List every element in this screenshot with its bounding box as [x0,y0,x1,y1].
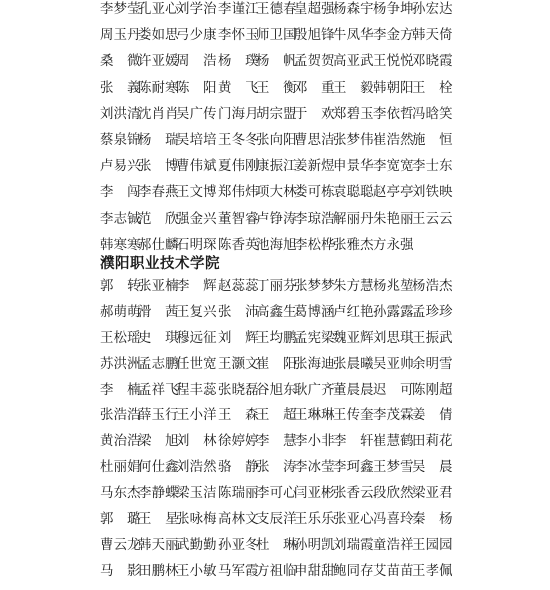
person-name: 董晨晨 [333,382,374,398]
person-name: 娄可栋 [294,185,335,201]
person-name: 石明琛 [176,237,217,253]
name-row [0,206,550,232]
person-name: 李琼浩 [294,211,335,227]
person-name: 张亚心 [333,512,374,528]
person-name: 马军霞 [218,563,259,579]
person-name: 李梦莹 [100,2,141,17]
person-name: 孟贺贺 [294,54,335,70]
person-name: 王梦雪 [373,460,414,476]
person-name: 郝仕麟 [138,237,179,253]
person-name: 李小非 [294,434,335,450]
person-name: 葛博涵 [294,304,335,320]
person-name: 支辰洋 [256,512,297,528]
name-row [0,101,550,127]
person-name: 魏亚辉 [333,330,374,346]
person-name: 张晓磊 [218,382,259,398]
person-name: 李 楠 [100,382,141,398]
person-name: 王园园 [412,537,453,553]
person-name: 卢易兴 [100,159,141,175]
person-name: 王琳琳 [294,408,335,424]
person-name: 孟志鹏 [138,356,179,372]
person-name: 李谨江 [218,2,259,17]
person-name: 孙明凯 [294,537,335,553]
person-name: 杨 瑞 [138,132,179,148]
name-row [0,273,550,299]
person-name: 王灏文 [218,356,259,372]
person-name: 孙宏达 [412,2,453,17]
person-name: 秦 杨 [412,512,453,528]
person-name: 邓晓霞 [412,54,453,70]
person-name: 李 辉 [176,279,217,294]
person-name: 张亚楠 [138,279,179,294]
person-name: 师卫国 [256,28,297,44]
person-name: 陈 阳 [176,80,217,96]
section-heading: 濮阳职业技术学院 [100,256,220,272]
person-name: 冯喜玲 [373,512,414,528]
name-row [0,299,550,325]
person-name: 李 轩 [333,434,374,450]
person-name: 张梦梦 [294,279,335,294]
person-name: 李依哲 [373,106,414,122]
person-name: 牛凤华 [333,28,374,44]
name-row [0,75,550,101]
person-name: 张香云 [333,486,374,502]
name-row [0,428,550,454]
person-name: 孟宪梁 [294,330,335,346]
person-name: 王 栓 [412,80,453,96]
person-name: 王文博 [176,185,217,201]
person-name: 崔 阳 [256,356,297,372]
person-name: 郭 转 [100,279,141,294]
person-name: 李春燕 [138,185,179,201]
name-row [0,325,550,351]
person-name: 吴亚帅 [373,356,414,372]
person-name: 池海旭 [256,237,297,253]
name-row [0,480,550,506]
person-name: 高鑫生 [256,304,297,320]
person-name: 程丰蕊 [176,382,217,398]
person-name: 王德春 [256,2,297,17]
person-name: 王复兴 [176,304,217,320]
person-name: 解丽丹 [333,211,374,227]
person-name: 谷旭东 [256,382,297,398]
person-name: 李可心 [256,486,297,502]
person-name: 郑伟炜 [218,185,259,201]
person-name: 张晨曦 [333,356,374,372]
person-name: 李志铖 [100,211,141,227]
person-name: 李松桦 [294,237,335,253]
person-name: 张 沛 [218,304,259,320]
person-name: 门海月 [218,106,259,122]
person-name: 朱方慧 [333,279,374,294]
person-name: 武勤勤 [176,537,217,553]
person-name: 李 闯 [100,185,141,201]
person-name: 郝萌萌 [100,304,141,320]
person-name: 穆远征 [176,330,217,346]
person-name: 王小敏 [176,563,217,579]
name-row [0,532,550,558]
person-name: 周 浩 [176,54,217,70]
person-name: 梁玉洁 [176,486,217,502]
person-name: 鲍同存 [333,563,374,579]
person-name: 李宽宽 [373,159,414,175]
person-name: 杨 璞 [218,54,259,70]
person-name: 周玉丹 [100,28,141,44]
person-name: 朱艳丽 [373,211,414,227]
person-name: 王松瑶 [100,330,141,346]
person-name: 赵蕊蕊 [218,279,259,294]
person-name: 高林文 [218,512,259,528]
person-name: 薛玉行 [138,408,179,424]
person-name: 王 毅 [333,80,374,96]
person-name: 黄治浩 [100,434,141,450]
person-name: 冯晗笑 [412,106,453,122]
person-name: 张浩浩 [100,408,141,424]
person-name: 余明雪 [412,356,453,372]
person-name: 胡宗盟 [256,106,297,122]
name-row [0,48,550,74]
person-name: 张梦伟 [333,132,374,148]
person-name: 李怀玉 [218,28,259,44]
person-name: 袁聪聪 [333,185,374,201]
person-name: 吴广传 [176,106,217,122]
person-name: 杜丽娟 [100,460,141,476]
person-name: 孟珍珍 [412,304,453,320]
person-name: 马东杰 [100,486,141,502]
person-name: 陈瑞丽 [218,486,259,502]
person-name: 田莉花 [412,434,453,450]
person-name: 范 欣 [138,211,179,227]
person-name: 梁亚君 [412,486,453,502]
person-name: 曹云龙 [100,537,141,553]
person-name: 梁 旭 [138,434,179,450]
person-name: 王 森 [218,408,259,424]
person-name: 李 慧 [256,434,297,450]
person-name: 丁丽芬 [256,279,297,294]
person-name: 田鹏林 [138,563,179,579]
person-name: 黄 飞 [218,80,259,96]
person-name: 滑 茜 [138,304,179,320]
person-name: 许亚媛 [138,54,179,70]
person-name: 迟 可 [373,382,414,398]
person-name: 赵亭亭 [373,185,414,201]
person-name: 骆 静 [218,460,259,476]
name-row [0,22,550,48]
name-list-section-2 [0,273,550,584]
person-name: 高亚武 [333,54,374,70]
person-name: 苏洪洲 [100,356,141,372]
person-name: 杨 帆 [256,54,297,70]
person-name: 史 琪 [138,330,179,346]
person-name: 刘洪清 [100,106,141,122]
person-name: 张向阳 [256,132,297,148]
name-row [0,454,550,480]
person-name: 董智睿 [218,211,259,227]
person-name: 郭 璐 [100,512,141,528]
person-name: 申甜甜 [294,563,335,579]
person-name: 刘思琪 [373,330,414,346]
person-name: 强金兴 [176,211,217,227]
person-name: 李静蝶 [138,486,179,502]
person-name: 任世宽 [176,356,217,372]
person-name: 张海迪 [294,356,335,372]
person-name: 何仕鑫 [138,460,179,476]
person-name: 陈耐寒 [138,80,179,96]
person-name: 杨浩杰 [412,279,453,294]
person-name: 王冬冬 [218,132,259,148]
name-row [0,0,550,22]
person-name: 王孝佩 [412,563,453,579]
person-name: 刘 林 [176,434,217,450]
person-name: 崔慧鹤 [373,434,414,450]
person-name: 陈刚超 [412,382,453,398]
name-row [0,127,550,153]
person-name: 方祖临 [256,563,297,579]
person-name: 王传奎 [333,408,374,424]
person-name: 卢铮涛 [256,211,297,227]
person-name: 童浩祥 [373,537,414,553]
person-name: 施 恒 [412,132,453,148]
person-name: 张 涛 [256,460,297,476]
person-name: 李珂鑫 [333,460,374,476]
person-name: 耿广齐 [294,382,335,398]
person-name: 陈香英 [218,237,259,253]
person-name: 曹思洁 [294,132,335,148]
person-name: 刘学治 [176,2,217,17]
person-name: 蔡泉锦 [100,132,141,148]
person-name: 刘瑞霞 [333,537,374,553]
person-name: 韩朝阳 [373,80,414,96]
person-name: 韩寒寒 [100,237,141,253]
person-name: 于 欢 [294,106,335,122]
person-name: 崔浩然 [373,132,414,148]
person-name: 李金方 [373,28,414,44]
person-name: 方永强 [373,237,414,253]
person-name: 王 衡 [256,80,297,96]
person-name: 桑 微 [100,54,141,70]
person-name: 吴 晨 [412,460,453,476]
name-row [0,402,550,428]
person-name: 沈肖肖 [138,106,179,122]
person-name: 杨争坤 [373,2,414,17]
person-name: 王振武 [412,330,453,346]
person-name: 刘铁映 [412,185,453,201]
name-row [0,558,550,584]
person-name: 姜 倩 [412,408,453,424]
person-name: 张雅杰 [333,237,374,253]
person-name: 杨兆堃 [373,279,414,294]
person-name: 王均鹏 [256,330,297,346]
person-name: 皇超强 [294,2,335,17]
person-name: 刘浩然 [176,460,217,476]
person-name: 殷旭锋 [294,28,335,44]
person-name: 孙露露 [373,304,414,320]
person-name: 闫亚彬 [294,486,335,502]
person-name: 李茂霖 [373,408,414,424]
person-name: 王 星 [138,512,179,528]
person-name: 康振江 [256,159,297,175]
person-name: 孔亚心 [138,2,179,17]
person-name: 卢红艳 [333,304,374,320]
person-name: 姜新煜 [294,159,335,175]
person-name: 杨森宇 [333,2,374,17]
person-name: 申景华 [333,159,374,175]
person-name: 韩天丽 [138,537,179,553]
person-name: 郑碧玉 [333,106,374,122]
person-name: 弓少康 [176,28,217,44]
person-name: 马 影 [100,563,141,579]
name-row [0,179,550,205]
person-name: 王乐乐 [294,512,335,528]
person-name: 杜 琳 [256,537,297,553]
name-row [0,506,550,532]
person-name: 王小洋 [176,408,217,424]
person-name: 韩天倚 [412,28,453,44]
person-name: 艾苗苗 [373,563,414,579]
person-name: 王云云 [412,211,453,227]
person-name: 刘 辉 [218,330,259,346]
person-name: 娄如思 [138,28,179,44]
person-name: 张 博 [138,159,179,175]
person-name: 王悦悦 [373,54,414,70]
person-name: 曹伟斌 [176,159,217,175]
name-row [0,351,550,377]
name-row [0,377,550,403]
name-row [0,153,550,179]
person-name: 邓 重 [294,80,335,96]
person-name: 张 義 [100,80,141,96]
person-name: 段欣然 [373,486,414,502]
person-name: 张咏梅 [176,512,217,528]
person-name: 吴培培 [176,132,217,148]
person-name: 李冰莹 [294,460,335,476]
person-name: 孙亚冬 [218,537,259,553]
person-name: 项大林 [256,185,297,201]
person-name: 夏伟刚 [218,159,259,175]
name-row [0,232,550,258]
name-list-section-1 [0,0,550,258]
person-name: 徐婷婷 [218,434,259,450]
person-name: 孟祥飞 [138,382,179,398]
person-name: 李士东 [412,159,453,175]
person-name: 王 超 [256,408,297,424]
